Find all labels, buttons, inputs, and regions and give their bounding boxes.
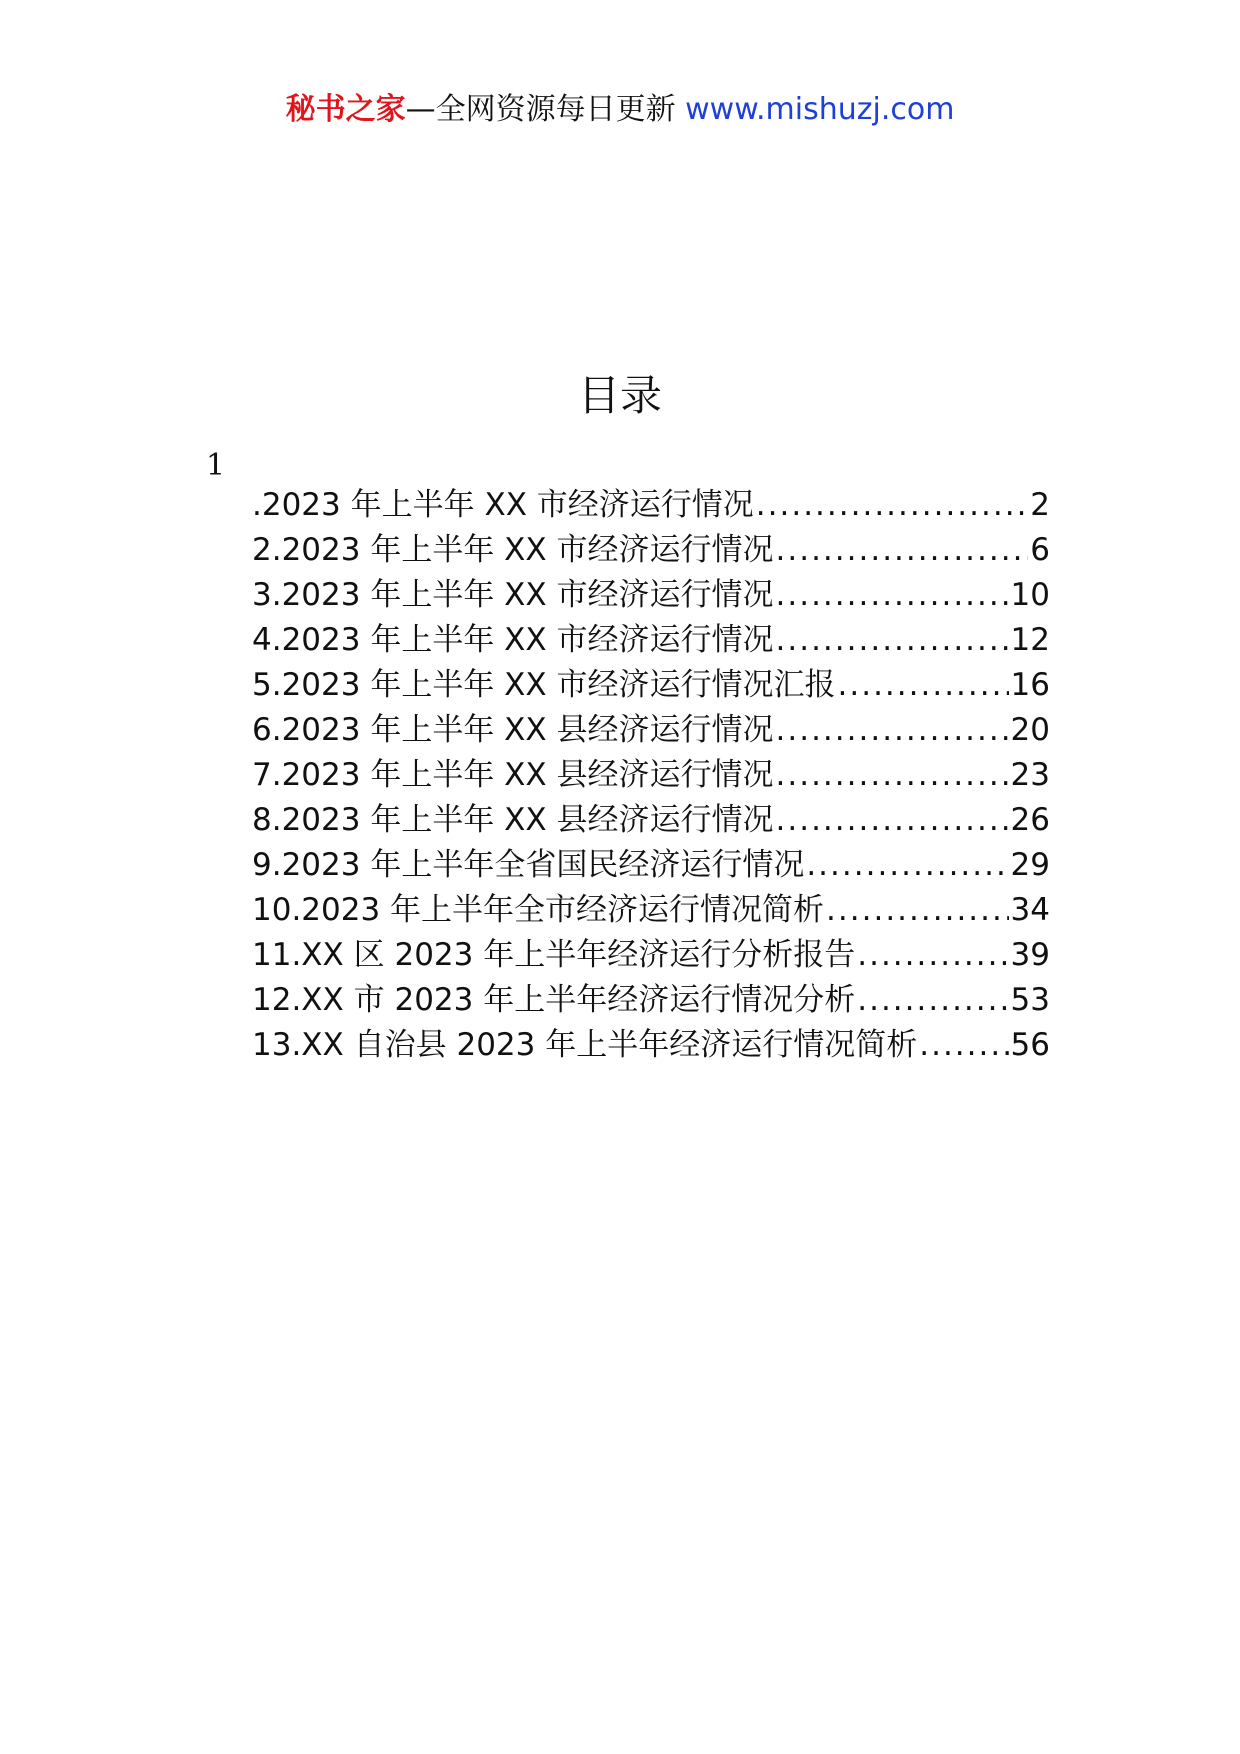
- toc-entry-page: 53: [1010, 982, 1050, 1018]
- toc-entry-page: 20: [1010, 712, 1050, 748]
- toc-entry[interactable]: [252, 753, 1050, 798]
- toc-entry-page: 10: [1010, 577, 1050, 613]
- toc-entry-title: 6.2023 年上半年 XX 县经济运行情况: [252, 712, 774, 748]
- toc-dot-leader: [756, 483, 1028, 528]
- toc-dot-leader: [826, 888, 1009, 933]
- toc-entry[interactable]: [252, 573, 1050, 618]
- toc-entry-page: 6: [1030, 532, 1050, 568]
- toc-entry-title: 5.2023 年上半年 XX 市经济运行情况汇报: [252, 667, 836, 703]
- toc-entry[interactable]: [252, 978, 1050, 1023]
- toc-entry-title: 12.XX 市 2023 年上半年经济运行情况分析: [252, 982, 856, 1018]
- list-number-marker: 1: [206, 448, 226, 483]
- toc-entry-title: 11.XX 区 2023 年上半年经济运行分析报告: [252, 937, 856, 973]
- toc-title: 目录: [577, 371, 662, 420]
- toc-entry-title: .2023 年上半年 XX 市经济运行情况: [252, 487, 754, 523]
- toc-entry-title: 7.2023 年上半年 XX 县经济运行情况: [252, 757, 774, 793]
- toc-entry[interactable]: [252, 1023, 1050, 1068]
- toc-entry-page: 23: [1010, 757, 1050, 793]
- toc-entry[interactable]: [252, 528, 1050, 573]
- toc-entry-page: 34: [1010, 892, 1050, 928]
- toc-entry-page: 16: [1010, 667, 1050, 703]
- header-banner: [0, 88, 1240, 132]
- toc-dot-leader: [776, 528, 1029, 573]
- toc-entry-title: 4.2023 年上半年 XX 市经济运行情况: [252, 622, 774, 658]
- toc-entry-title: 8.2023 年上半年 XX 县经济运行情况: [252, 802, 774, 838]
- toc-dot-leader: [776, 573, 1009, 618]
- toc-list: [252, 483, 1050, 1068]
- toc-entry-page: 29: [1010, 847, 1050, 883]
- toc-dot-leader: [919, 1023, 1008, 1068]
- toc-entry[interactable]: [252, 708, 1050, 753]
- toc-dot-leader: [838, 663, 1009, 708]
- toc-entry[interactable]: [252, 618, 1050, 663]
- toc-dot-leader: [857, 978, 1008, 1023]
- site-link[interactable]: www.mishuzj.com: [685, 92, 955, 127]
- toc-dot-leader: [857, 933, 1008, 978]
- toc-entry-page: 26: [1010, 802, 1050, 838]
- brand-name: 秘书之家: [285, 92, 406, 127]
- toc-entry-title: 13.XX 自治县 2023 年上半年经济运行情况简析: [252, 1027, 918, 1063]
- toc-entry-title: 9.2023 年上半年全省国民经济运行情况: [252, 847, 805, 883]
- toc-dot-leader: [776, 753, 1009, 798]
- toc-entry-page: 39: [1010, 937, 1050, 973]
- toc-entry-title: 3.2023 年上半年 XX 市经济运行情况: [252, 577, 774, 613]
- toc-dot-leader: [806, 843, 1008, 888]
- toc-entry-title: 2.2023 年上半年 XX 市经济运行情况: [252, 532, 774, 568]
- toc-dot-leader: [776, 708, 1009, 753]
- toc-entry-title: 10.2023 年上半年全市经济运行情况简析: [252, 892, 825, 928]
- toc-entry-page: 2: [1030, 487, 1050, 523]
- toc-entry[interactable]: [252, 663, 1050, 708]
- toc-dot-leader: [776, 798, 1009, 843]
- toc-entry[interactable]: [252, 483, 1050, 528]
- toc-entry[interactable]: [252, 843, 1050, 888]
- toc-entry[interactable]: [252, 798, 1050, 843]
- header-tagline: —全网资源每日更新: [405, 92, 676, 127]
- toc-dot-leader: [776, 618, 1009, 663]
- toc-entry-page: 56: [1010, 1027, 1050, 1063]
- toc-entry[interactable]: [252, 933, 1050, 978]
- toc-entry-page: 12: [1010, 622, 1050, 658]
- toc-entry[interactable]: [252, 888, 1050, 933]
